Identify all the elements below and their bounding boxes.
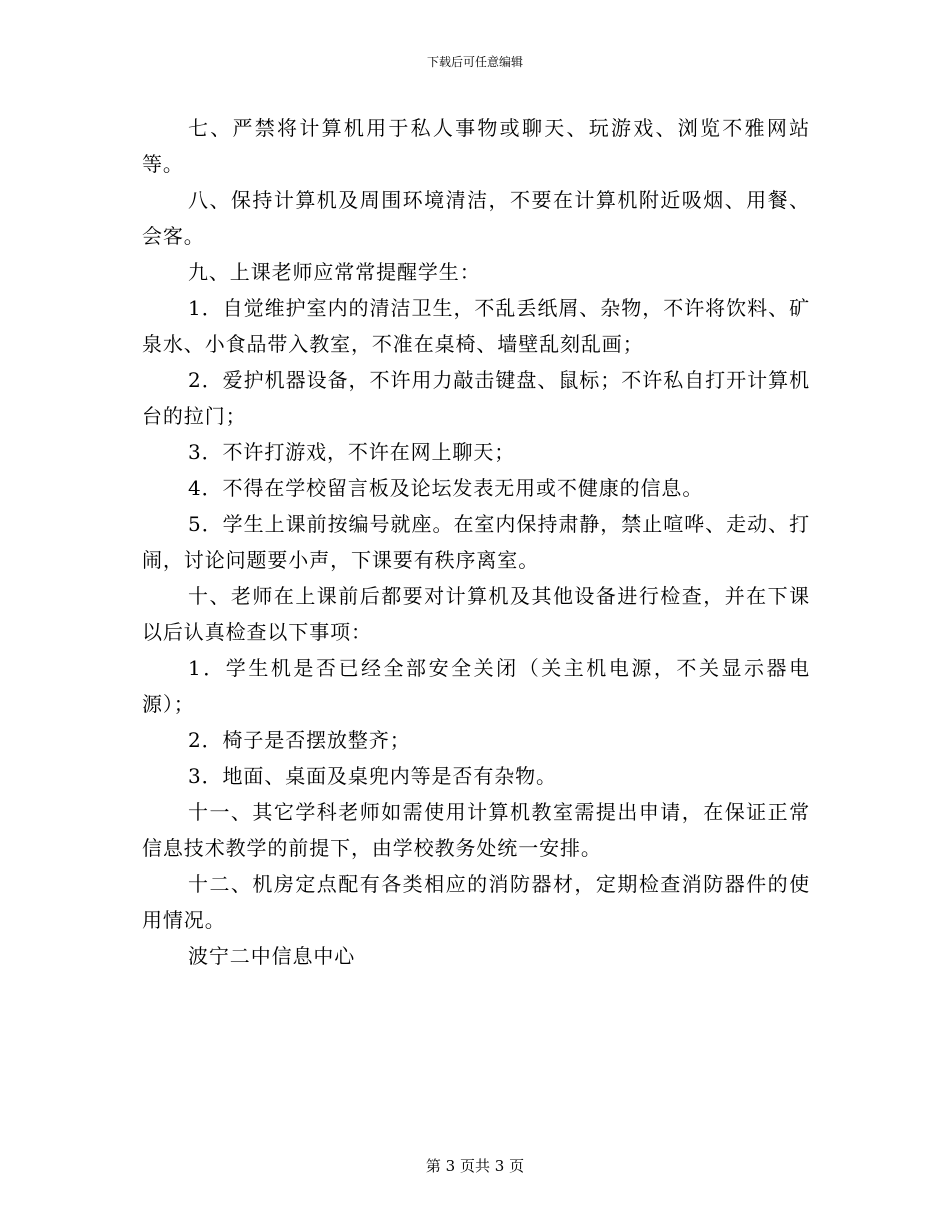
page-header-note: 下载后可任意编辑 bbox=[426, 55, 523, 69]
document-body bbox=[142, 110, 810, 974]
paragraph-rule-9-item-1: 1．自觉维护室内的清洁卫生，不乱丢纸屑、杂物，不许将饮料、矿泉水、小食品带入教室，不准在桌椅、墙壁乱刻乱画； bbox=[142, 296, 810, 356]
paragraph-rule-10-item-3: 3．地面、桌面及桌兜内等是否有杂物。 bbox=[188, 764, 557, 788]
paragraph-rule-7: 七、严禁将计算机用于私人事物或聊天、玩游戏、浏览不雅网站等。 bbox=[142, 116, 810, 176]
paragraph-rule-10-item-1: 1．学生机是否已经全部安全关闭（关主机电源，不关显示器电源）； bbox=[142, 656, 810, 716]
signature-line: 波宁二中信息中心 bbox=[188, 944, 356, 968]
paragraph-rule-9: 九、上课老师应常常提醒学生： bbox=[188, 260, 481, 284]
paragraph-rule-9-item-3: 3．不许打游戏，不许在网上聊天； bbox=[188, 440, 516, 464]
paragraph-rule-10-item-2: 2．椅子是否摆放整齐； bbox=[188, 728, 411, 752]
paragraph-rule-9-item-2: 2．爱护机器设备，不许用力敲击键盘、鼠标；不许私自打开计算机台的拉门； bbox=[142, 368, 810, 428]
paragraph-rule-12: 十二、机房定点配有各类相应的消防器材，定期检查消防器件的使用情况。 bbox=[142, 872, 810, 932]
paragraph-rule-9-item-4: 4．不得在学校留言板及论坛发表无用或不健康的信息。 bbox=[188, 476, 704, 500]
paragraph-rule-10: 十、老师在上课前后都要对计算机及其他设备进行检查，并在下课以后认真检查以下事项： bbox=[142, 584, 810, 644]
page-number-footer: 第 3 页共 3 页 bbox=[425, 1157, 525, 1175]
paragraph-rule-8: 八、保持计算机及周围环境清洁，不要在计算机附近吸烟、用餐、会客。 bbox=[142, 188, 810, 248]
paragraph-rule-11: 十一、其它学科老师如需使用计算机教室需提出申请，在保证正常信息技术教学的前提下，由学校教务处统一安排。 bbox=[142, 800, 810, 860]
paragraph-rule-9-item-5: 5．学生上课前按编号就座。在室内保持肃静，禁止喧哗、走动、打闹，讨论问题要小声，下课要有秩序离室。 bbox=[142, 512, 810, 572]
